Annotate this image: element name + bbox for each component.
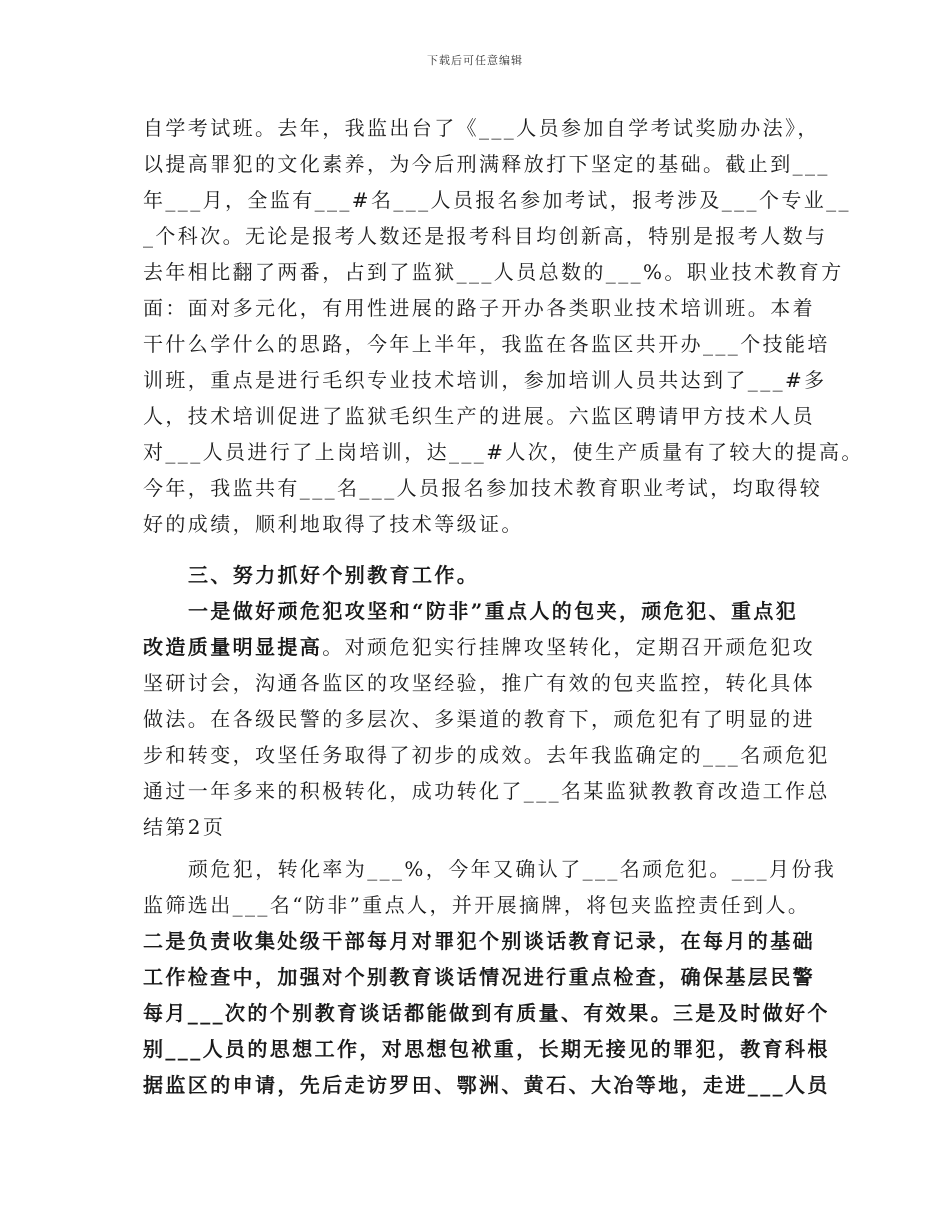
text-line: 通过一年多来的积极转化，成功转化了___名某监狱教教育改造工作总 [143,779,830,803]
text-line: 做法。在各级民警的多层次、多渠道的教育下，顽危犯有了明显的进 [143,707,815,731]
text-line: 监筛选出___名“防非”重点人，并开展摘牌，将包夹监控责任到人。 [143,893,811,917]
text-line: 坚研讨会，沟通各监区的攻坚经验，推广有效的包夹监控，转化具体 [143,671,815,695]
section-heading: 三、努力抓好个别教育工作。 [188,563,480,587]
text-line: 训班，重点是进行毛织专业技术培训，参加培训人员共达到了___#多 [143,368,827,392]
text-line: 以提高罪犯的文化素养，为今后刑满释放打下坚定的基础。截止到___ [143,152,830,176]
bold-text-line: 别___人员的思想工作，对思想包袱重，长期无接见的罪犯，教育科根 [143,1037,830,1061]
bold-text-line: 据监区的申请，先后走访罗田、鄂洲、黄石、大冶等地，走进___人员 [143,1073,830,1097]
text-line: 自学考试班。去年，我监出台了《___人员参加自学考试奖励办法》， [143,116,820,140]
text-line: 人，技术培训促进了监狱毛织生产的进展。六监区聘请甲方技术人员 [143,404,815,428]
page-header: 下载后可任意编辑 [427,54,523,67]
text-line: 面：面对多元化，有用性进展的路子开办各类职业技术培训班。本着 [143,296,815,320]
text-line: _个科次。无论是报考人数还是报考科目均创新高，特别是报考人数与 [143,224,828,248]
bold-lead-text: 改造质量明显提高 [143,635,323,659]
text-line: 年___月，全监有___#名___人员报名参加考试，报考涉及___个专业__ [143,188,851,212]
text-line [143,637,815,657]
text-line: 步和转变，攻坚任务取得了初步的成效。去年我监确定的___名顽危犯 [143,743,830,767]
text-line: 顽危犯，转化率为___%，今年又确认了___名顽危犯。___月份我 [188,857,837,881]
text-line: 干什么学什么的思路，今年上半年，我监在各监区共开办___个技能培 [143,332,830,356]
bold-text-line: 工作检查中，加强对个别教育谈话情况进行重点检查，确保基层民警 [143,965,815,989]
text-line: 今年，我监共有___名___人员报名参加技术教育职业考试，均取得较 [143,476,823,500]
body-text: 。对顽危犯实行挂牌攻坚转化，定期召开顽危犯攻 [322,635,816,659]
bold-lead-line: 一是做好顽危犯攻坚和“防非”重点人的包夹，顽危犯、重点犯 [188,599,799,623]
text-line: 去年相比翻了两番，占到了监狱___人员总数的___%。职业技术教育方 [143,260,844,284]
text-line: 对___人员进行了上岗培训，达___#人次，使生产质量有了较大的提高。 [143,440,864,464]
bold-text-line: 二是负责收集处级干部每月对罪犯个别谈话教育记录，在每月的基础 [143,929,815,953]
bold-text-line: 每月___次的个别教育谈话都能做到有质量、有效果。三是及时做好个 [143,1001,830,1025]
text-line: 结第2页 [143,815,226,839]
text-line: 好的成绩，顺利地取得了技术等级证。 [143,512,524,536]
